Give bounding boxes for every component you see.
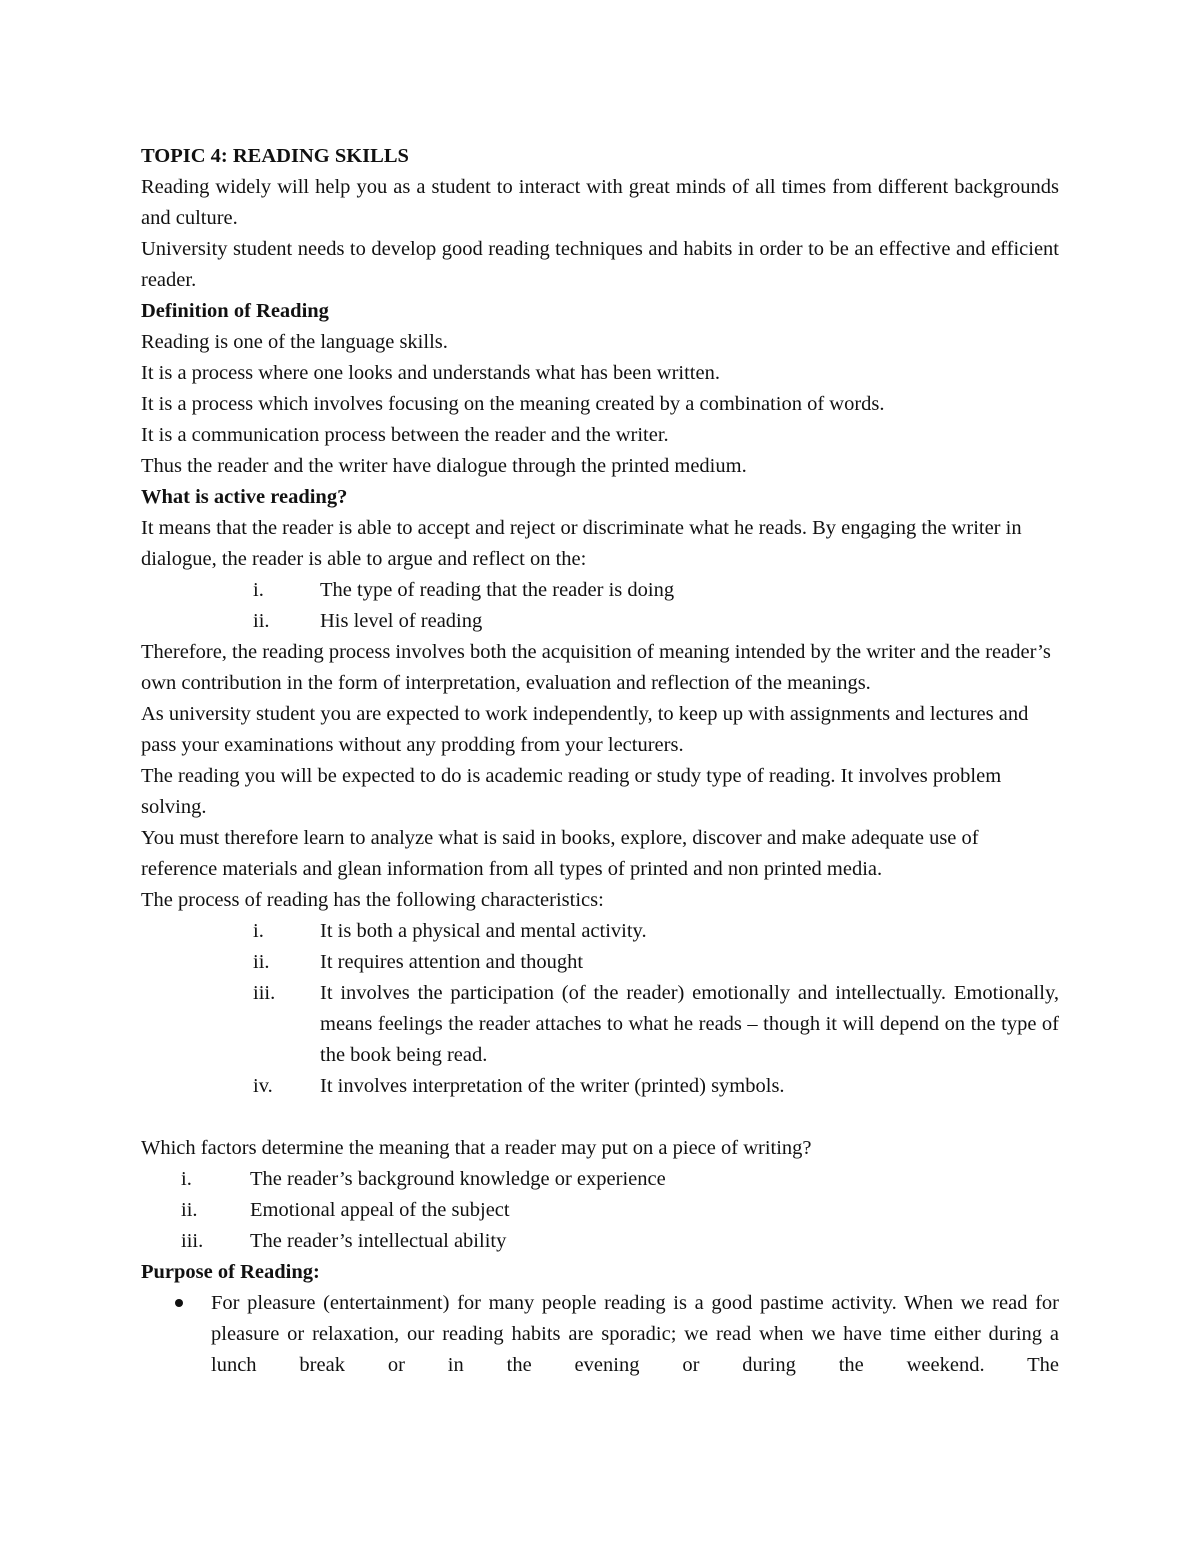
list-number: ii. [181, 1199, 198, 1221]
list-text: It is both a physical and mental activity. [320, 920, 647, 942]
intro-paragraph-2: University student needs to develop good reading techniques and habits in order to be an effective and efficient reader. [141, 238, 1059, 291]
list-item [249, 606, 1059, 637]
list-number: ii. [253, 951, 270, 973]
list-text: It requires attention and thought [320, 951, 584, 973]
definition-line-4: It is a communication process between the reader and the writer. [141, 424, 669, 446]
body-paragraph: The reading you will be expected to do is academic reading or study type of reading. It involves problem solving. [141, 765, 1002, 818]
list-item [179, 1164, 1059, 1195]
page-title: TOPIC 4: READING SKILLS [141, 145, 409, 167]
list-text: The reader’s background knowledge or experience [250, 1168, 666, 1190]
list-text: Emotional appeal of the subject [250, 1199, 510, 1221]
list-item [249, 916, 1059, 947]
list-item [249, 978, 1059, 1071]
list-number: ii. [253, 610, 270, 632]
list-number: iv. [253, 1075, 273, 1097]
list-text: The type of reading that the reader is doing [320, 579, 675, 601]
list-number: iii. [181, 1230, 204, 1252]
body-paragraph: As university student you are expected to work independently, to keep up with assignments and lectures and pass your examinations without any prodding from your lecturers. [141, 703, 1029, 756]
list-number: iii. [253, 982, 276, 1004]
bullet-text: For pleasure (entertainment) for many people reading is a good pastime activity. When we read for pleasure or relaxation, our reading habits are sporadic; we read when we have time either during a lunch break or in the evening or during the weekend. The [211, 1292, 1059, 1376]
list-text: His level of reading [320, 610, 483, 632]
list-text: The reader’s intellectual ability [250, 1230, 507, 1252]
active-reading-heading: What is active reading? [141, 486, 348, 508]
bullet-icon [173, 1288, 211, 1381]
bullet-item [173, 1288, 1059, 1381]
list-item [249, 575, 1059, 606]
intro-paragraph-1: Reading widely will help you as a student to interact with great minds of all times from different backgrounds and culture. [141, 176, 1059, 229]
list-number: i. [181, 1168, 192, 1190]
spacer [141, 1102, 1059, 1133]
list-text: It involves interpretation of the writer (printed) symbols. [320, 1075, 785, 1097]
document-page [141, 141, 1059, 1381]
list-number: i. [253, 579, 264, 601]
definition-line-1: Reading is one of the language skills. [141, 331, 448, 353]
purpose-heading: Purpose of Reading: [141, 1261, 320, 1283]
definition-line-5: Thus the reader and the writer have dialogue through the printed medium. [141, 455, 747, 477]
definition-line-2: It is a process where one looks and understands what has been written. [141, 362, 720, 384]
factors-question: Which factors determine the meaning that a reader may put on a piece of writing? [141, 1137, 812, 1159]
definition-line-3: It is a process which involves focusing on the meaning created by a combination of words. [141, 393, 885, 415]
body-paragraph: Therefore, the reading process involves both the acquisition of meaning intended by the writer and the reader’s own contribution in the form of interpretation, evaluation and reflection of the meanings. [141, 641, 1051, 694]
definition-heading: Definition of Reading [141, 300, 329, 322]
active-reading-paragraph: It means that the reader is able to accept and reject or discriminate what he reads. By engaging the writer in dialogue, the reader is able to argue and reflect on the: [141, 517, 1022, 570]
list-item [249, 947, 1059, 978]
list-number: i. [253, 920, 264, 942]
list-item [249, 1071, 1059, 1102]
list-item [179, 1226, 1059, 1257]
list-item [179, 1195, 1059, 1226]
body-paragraph: The process of reading has the following characteristics: [141, 889, 604, 911]
body-paragraph: You must therefore learn to analyze what is said in books, explore, discover and make adequate use of reference materials and glean information from all types of printed and non printed media. [141, 827, 979, 880]
list-text: It involves the participation (of the reader) emotionally and intellectually. Emotionally, means feelings the reader attaches to what he reads – though it will depend on the type of the book being read. [320, 982, 1059, 1066]
